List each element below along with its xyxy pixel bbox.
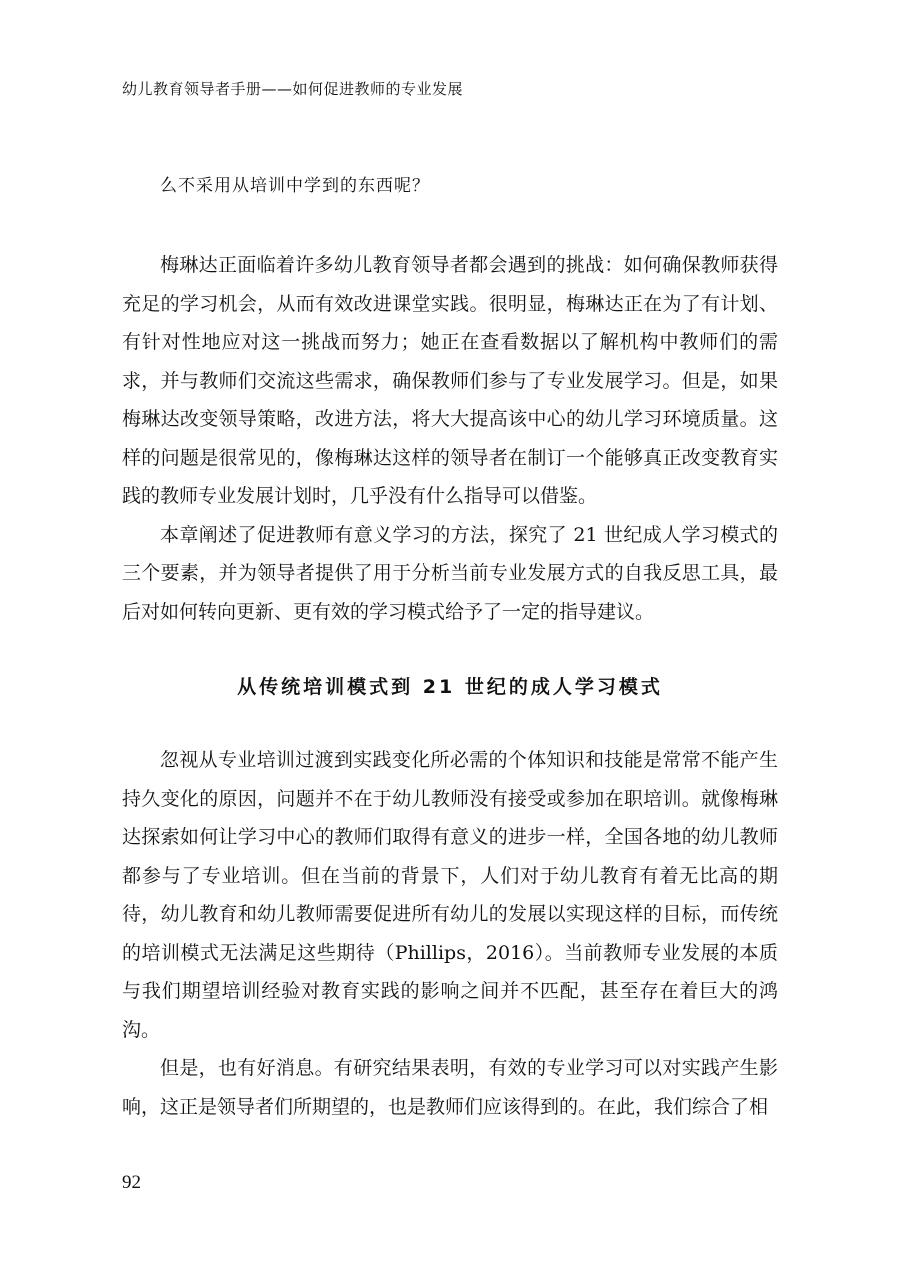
- continued-sentence: 么不采用从培训中学到的东西呢？: [160, 176, 430, 196]
- paragraph: 但是，也有好消息。有研究结果表明，有效的专业学习可以对实践产生影响，这正是领导者们所期望的，也是教师们应该得到的。在此，我们综合了相: [122, 1057, 778, 1118]
- paragraph: 忽视从专业培训过渡到实践变化所必需的个体知识和技能是常常不能产生持久变化的原因，问题并不在于幼儿教师没有接受或参加在职培训。就像梅琳达探索如何让学习中心的教师们取得有意义的进步一样，全国各地的幼儿教师都参与了专业培训。但在当前的背景下，人们对于幼儿教育有着无比高的期待，幼儿教育和幼儿教师需要促进所有幼儿的发展以实现这样的目标，而传统的培训模式无法满足这些期待（Phillips，2016）。当前教师专业发展的本质与我们期望培训经验对教育实践的影响之间并不匹配，甚至存在着巨大的鸿沟。: [122, 749, 778, 1041]
- page-number: 92: [122, 1172, 141, 1193]
- paragraph: 本章阐述了促进教师有意义学习的方法，探究了 21 世纪成人学习模式的三个要素，并为领导者提供了用于分析当前专业发展方式的自我反思工具，最后对如何转向更新、更有效的学习模式给予了一定的指导建议。: [122, 523, 778, 623]
- section-heading: 从传统培训模式到 21 世纪的成人学习模式: [237, 676, 663, 698]
- paragraph: 梅琳达正面临着许多幼儿教育领导者都会遇到的挑战：如何确保教师获得充足的学习机会，从而有效改进课堂实践。很明显，梅琳达正在为了有计划、有针对性地应对这一挑战而努力；她正在查看数据以了解机构中教师们的需求，并与教师们交流这些需求，确保教师们参与了专业发展学习。但是，如果梅琳达改变领导策略，改进方法，将大大提高该中心的幼儿学习环境质量。这样的问题是很常见的，像梅琳达这样的领导者在制订一个能够真正改变教育实践的教师专业发展计划时，几乎没有什么指导可以借鉴。: [122, 254, 778, 507]
- running-header: 幼儿教育领导者手册——如何促进教师的专业发展: [122, 80, 464, 98]
- page-body: [122, 168, 778, 1126]
